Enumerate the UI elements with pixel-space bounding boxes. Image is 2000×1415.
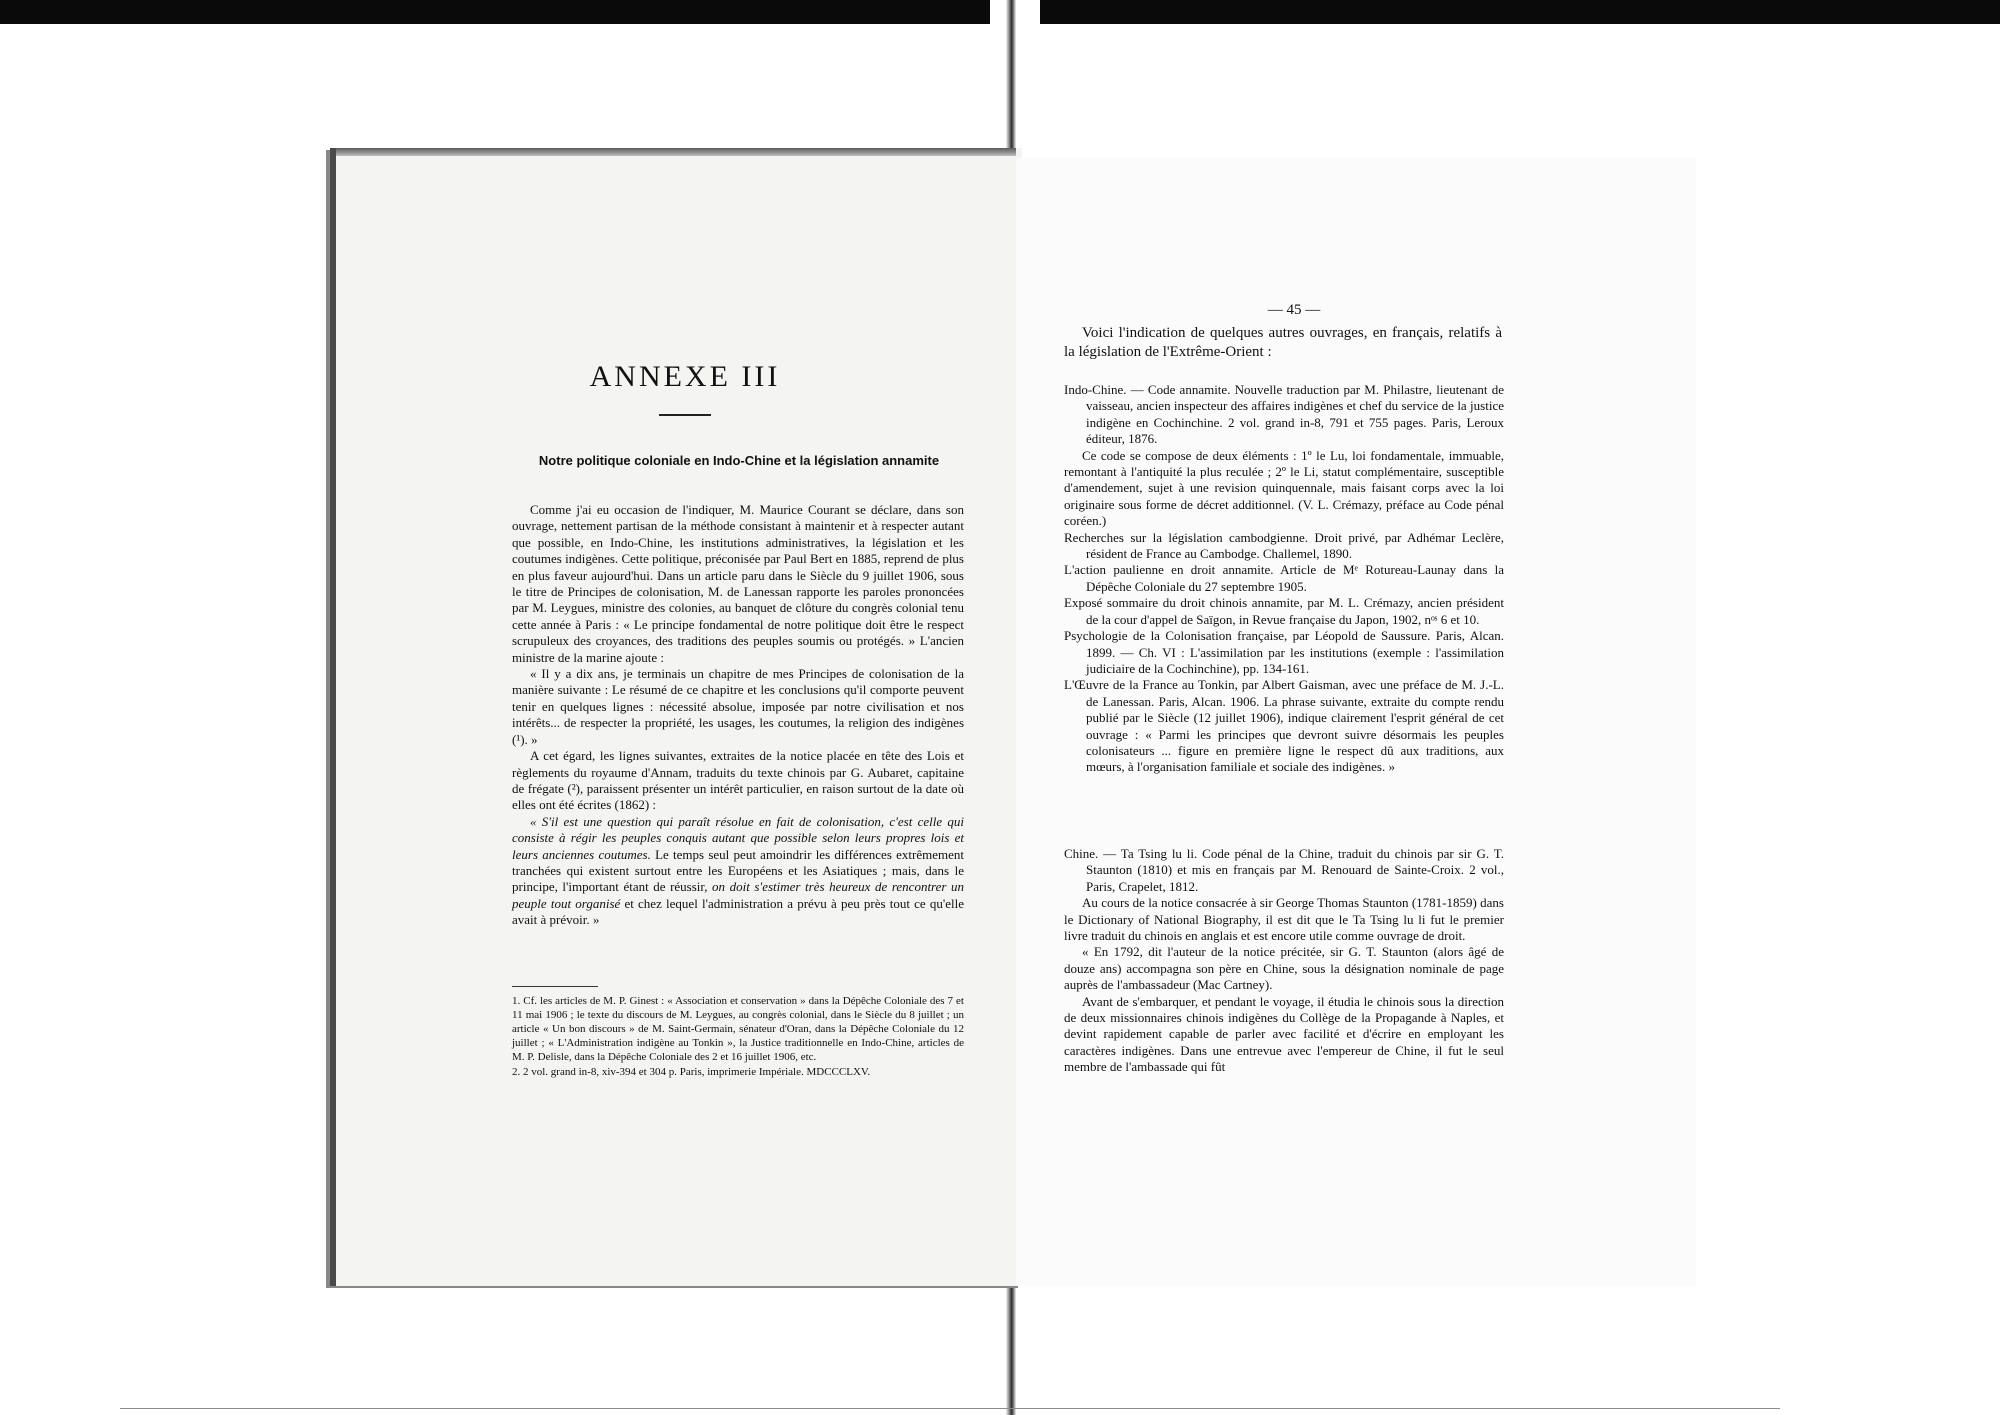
paragraph: Avant de s'embarquer, et pendant le voyage, il étudia le chinois sous la direction de deux missionnaires chinois indigènes du Collège de la Propagande à Naples, et devint rapidement capable de parler avec facilité et d'écrire en employant les caractères indigènes. Dans une entrevue avec l'empereur de Chine, il fut le seul membre de l'ambassade qui fût	[1064, 993, 1504, 1075]
footnotes	[512, 994, 964, 1080]
scanner-top-bar-right	[1040, 0, 2000, 24]
bibliography-indochine	[1064, 382, 1504, 776]
title-rule	[659, 414, 711, 416]
bibliography-chine	[1064, 846, 1504, 1076]
paragraph: Comme j'ai eu occasion de l'indiquer, M. Maurice Courant se déclare, dans son ouvrage, nettement partisan de la méthode consistant à maintenir et à respecter autant que possible, en Indo-Chine, les institutions administratives, la législation et les coutumes indigènes. Cette politique, préconisée par Paul Bert en 1885, reprend de plus en plus faveur aujourd'hui. Dans un article paru dans le Siècle du 9 juillet 1906, sous le titre de Principes de colonisation, M. de Lanessan rapporte les paroles prononcées par M. Leygues, ministre des colonies, au banquet de clôture du congrès colonial tenu cette année à Paris : « Le principe fondamental de notre politique doit être le respect scrupuleux des croyances, des traditions des peuples soumis ou protégés. » L'ancien ministre de la marine ajoute :	[512, 502, 964, 665]
quote-italic: on doit s'estimer très heureux de rencontrer un peuple tout organisé	[512, 879, 965, 911]
footnote-rule	[512, 986, 598, 987]
left-page-edge	[336, 148, 1016, 156]
intro-paragraph	[1064, 324, 1502, 362]
paragraph: Ce code se compose de deux éléments : 1º le Lu, loi fondamentale, immuable, remontant à l'antiquité la plus reculée ; 2º le Li, statut complémentaire, susceptible d'amendement, sujet à une revision quinquennale, mais faisant corps avec la loi originaire sous forme de décret additionnel. (V. L. Crémazy, préface au Code pénal coréen.)	[1064, 447, 1504, 529]
paragraph: A cet égard, les lignes suivantes, extraites de la notice placée en tête des Lois et règlements du royaume d'Annam, traduits du texte chinois par G. Aubaret, capitaine de frégate (²), paraissent présenter un intérêt particulier, en raison surtout de la date où elles ont été écrites (1862) :	[512, 748, 964, 813]
quote-paragraph	[512, 814, 964, 929]
page-number: — 45 —	[1267, 302, 1321, 318]
bibliography-entry: Chine. — Ta Tsing lu li. Code pénal de la Chine, traduit du chinois par sir G. T. Staunton (1810) et mis en français par M. Renouard de Sainte-Croix. 2 vol., Paris, Crapelet, 1812.	[1064, 846, 1504, 894]
bibliography-entry: Exposé sommaire du droit chinois annamite, par M. L. Crémazy, ancien président de la cour d'appel de Saïgon, in Revue française du Japon, 1902, nᵒˢ 6 et 10.	[1064, 595, 1504, 627]
scan-bottom-edge	[120, 1408, 1780, 1409]
quote-italic: « S'il est une question qui paraît résolue en fait de colonisation, c'est celle qui consiste à régir les peuples conquis autant que possible selon leurs propres lois et leurs anciennes coutumes.	[512, 813, 964, 862]
bibliography-entry: Recherches sur la législation cambodgienne. Droit privé, par Adhémar Leclère, résident de France au Cambodge. Challemel, 1890.	[1064, 529, 1504, 562]
bibliography-entry: Psychologie de la Colonisation française, par Léopold de Saussure. Paris, Alcan. 1899. — Ch. VI : L'assimilation par les institutions (exemple : l'assimilation judiciaire de la Cochinchine), pp. 134-161.	[1064, 628, 1504, 676]
quote-text: et chez lequel l'administration a prévu à peu près tout ce qu'elle avait à prévoir. »	[512, 895, 964, 928]
bibliography-entry: Indo-Chine. — Code annamite. Nouvelle traduction par M. Philastre, lieutenant de vaisseau, ancien inspecteur des affaires indigènes et chef du service de la justice indigène en Cochinchine. 2 vol. grand in-8, 791 et 755 pages. Paris, Leroux éditeur, 1876.	[1064, 382, 1504, 447]
footnote: 1. Cf. les articles de M. P. Ginest : « Association et conservation » dans la Dépêche Coloniale des 7 et 11 mai 1906 ; le texte du discours de M. Leygues, au congrès colonial, dans le Siècle du 8 juillet ; un article « Un bon discours » de M. Saint-Germain, sénateur d'Oran, dans la Dépêche Coloniale du 12 juillet ; « L'Administration indigène au Tonkin », la Justice traditionnelle en Indo-Chine, articles de M. P. Delisle, dans la Dépêche Coloniale des 2 et 16 juillet 1906, etc.	[512, 995, 964, 1063]
left-body-text	[512, 502, 964, 929]
bibliography-entry: L'Œuvre de la France au Tonkin, par Albert Gaisman, avec une préface de M. J.-L. de Lanessan. Paris, Alcan. 1906. La phrase suivante, extraite du compte rendu publié par le Siècle (12 juillet 1906), indique clairement l'esprit général de cet ouvrage : « Parmi les principes que devront suivre désormais les peuples colonisateurs ... figure en première ligne le respect dû aux traditions, aux mœurs, à l'organisation familiale et sociale des indigènes. »	[1064, 677, 1504, 775]
footnote: 2. 2 vol. grand in-8, xiv-394 et 304 p. Paris, imprimerie Impériale. MDCCCLXV.	[512, 1066, 871, 1078]
annex-subtitle: Notre politique coloniale en Indo-Chine et la législation annamite	[538, 453, 940, 468]
annex-title: ANNEXE III	[589, 360, 781, 393]
paragraph: « Il y a dix ans, je terminais un chapitre de mes Principes de colonisation de la manière suivante : Le résumé de ce chapitre et les conclusions qu'il comporte peuvent tenir en quelques lignes : nécessité absolue, imposée par notre civilisation et nos intérêts... de respecter la propriété, les usages, les coutumes, la religion des indigènes (¹). »	[512, 666, 964, 747]
paragraph: « En 1792, dit l'auteur de la notice précitée, sir G. T. Staunton (alors âgé de douze ans) accompagna son père en Chine, sous la désignation nominale de page auprès de l'ambassadeur (Mac Cartney).	[1064, 944, 1504, 993]
bibliography-entry: L'action paulienne en droit annamite. Article de Mᵉ Rotureau-Launay dans la Dépêche Coloniale du 27 septembre 1905.	[1064, 562, 1504, 594]
scanner-top-bar-left	[0, 0, 990, 24]
paragraph: Voici l'indication de quelques autres ouvrages, en français, relatifs à la législation de l'Extrême-Orient :	[1064, 325, 1502, 360]
paragraph: Au cours de la notice consacrée à sir George Thomas Staunton (1781-1859) dans le Dictionary of National Biography, il est dit que le Ta Tsing lu li fut le premier livre traduit du chinois en anglais et est encore utile comme ouvrage de droit.	[1064, 895, 1504, 944]
quote-text: Le temps seul peut amoindrir les différences extrêmement tranchées qui existent surtout entre les Européens et les Asiatiques ; mais, dans le principe, l'important étant de réussir,	[512, 846, 964, 895]
